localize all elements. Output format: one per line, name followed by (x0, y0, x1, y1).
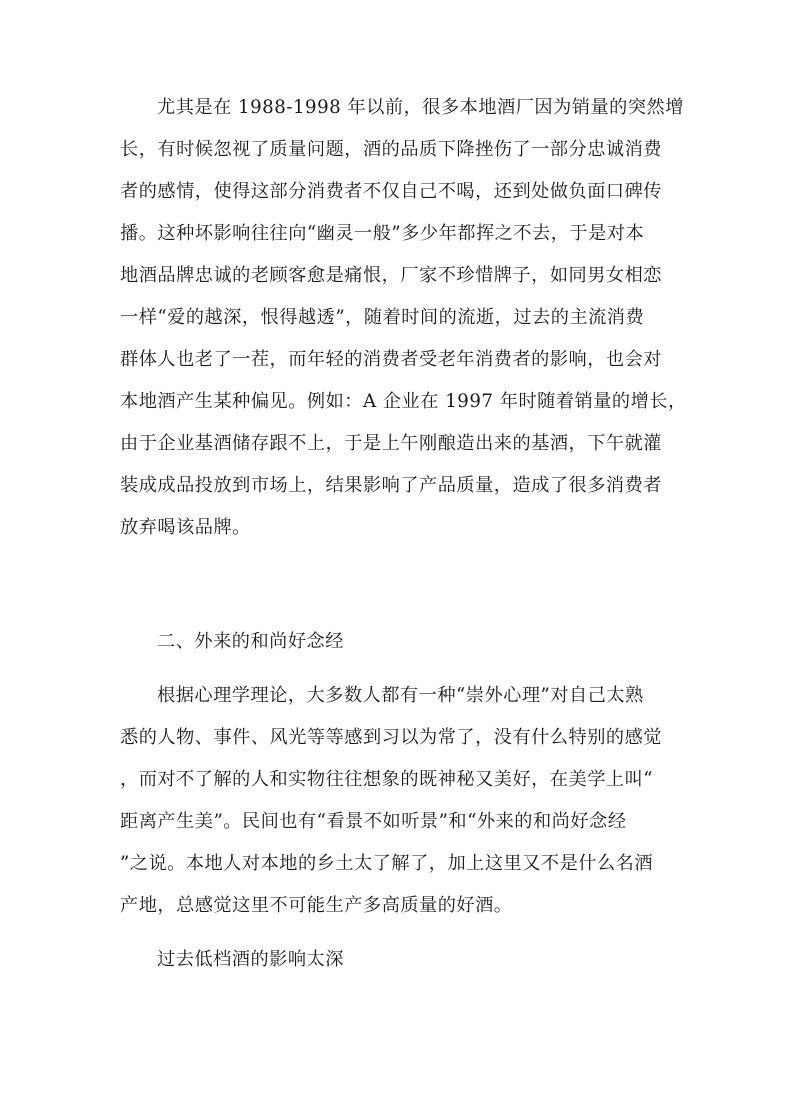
section-spacer (120, 554, 672, 626)
paragraph-line: 尤其是在 1988-1998 年以前，很多本地酒厂因为销量的突然增 (157, 97, 684, 118)
paragraph-line: 根据心理学理论，大多数人都有一种“崇外心理”对自己太熟 (157, 685, 644, 706)
paragraph-line: 者的感情，使得这部分消费者不仅自己不喝，还到处做负面口碑传 (120, 181, 662, 202)
paragraph-line: 一样“爱的越深，恨得越透”，随着时间的流逝，过去的主流消费 (120, 307, 645, 328)
section-spacer (120, 668, 672, 680)
paragraph-line: 本地酒产生某种偏见。例如：A 企业在 1997 年时随着销量的增长， (120, 391, 687, 412)
paragraph-line: 地酒品牌忠诚的老顾客愈是痛恨，厂家不珍惜牌子，如同男女相恋 (120, 265, 662, 286)
paragraph-line: 产地，总感觉这里不可能生产多高质量的好酒。 (120, 895, 513, 916)
section-heading: 过去低档酒的影响太深 (157, 949, 344, 970)
paragraph-line: 由于企业基酒储存跟不上，于是上午刚酿造出来的基酒，下午就灌 (120, 433, 662, 454)
paragraph-foreign-psychology (120, 680, 672, 932)
paragraph-line: 悉的人物、事件、风光等等感到习以为常了，没有什么特别的感觉 (120, 727, 662, 748)
paragraph-line: ”之说。本地人对本地的乡土太了解了，加上这里又不是什么名酒 (120, 853, 654, 874)
paragraph-line: 长，有时候忽视了质量问题，酒的品质下降挫伤了一部分忠诚消费 (120, 139, 662, 160)
paragraph-line: 放弃喝该品牌。 (120, 517, 251, 538)
paragraph-line: 群体人也老了一茬，而年轻的消费者受老年消费者的影响，也会对 (120, 349, 662, 370)
paragraph-line: ，而对不了解的人和实物往往想象的既神秘又美好，在美学上叫“ (120, 769, 654, 790)
section-spacer (120, 932, 672, 944)
paragraph-line: 播。这种坏影响往往向“幽灵一般”多少年都挥之不去，于是对本 (120, 223, 645, 244)
paragraph-quality-issues (120, 92, 687, 554)
paragraph-line: 距离产生美”。民间也有“看景不如听景”和“外来的和尚好念经 (120, 811, 627, 832)
paragraph-line: 装成成品投放到市场上，结果影响了产品质量，造成了很多消费者 (120, 475, 662, 496)
section-heading: 二、外来的和尚好念经 (157, 631, 344, 652)
document-page (120, 92, 687, 986)
